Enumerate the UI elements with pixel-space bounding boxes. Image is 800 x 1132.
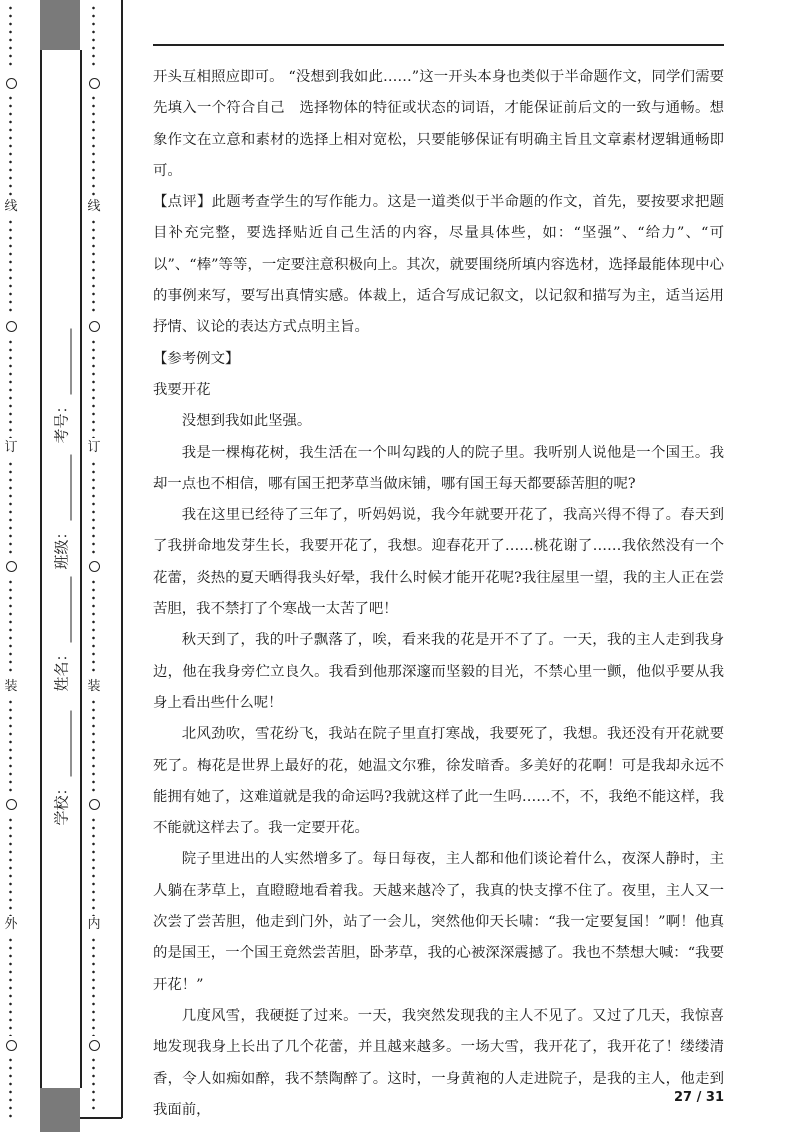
essay-paragraph: 我在这里已经待了三年了，听妈妈说，我今年就要开花了，我高兴得不得了。春天到了我拼命地发芽生长，我要开花了，我想。迎春花开了……桃花谢了……我依然没有一个花蕾，炎热的夏天晒得我头好晕，我什么时候才能开花呢?我往屋里一望，我的主人正在尝苦胆，我不禁打了个寒战一太苦了吧！: [153, 507, 724, 618]
circle-mark: [89, 799, 100, 810]
class-label: 班级：: [52, 524, 71, 570]
name-label: 姓名：: [52, 646, 71, 692]
outer-dotted-cut-line: [4, 4, 20, 1128]
circle-mark: [6, 321, 17, 332]
comment-paragraph: 【点评】此题考查学生的写作能力。这是一道类似于半命题的作文，首先，要按要求把题目补充完整，要选择贴近自己生活的内容，尽量具体些，如：“坚强”、“给力”、“可以”、“棒”等等，一定要注意积极向上。其次，就要围绕所填内容选材，选择最能体现中心的事例来写，要写出真情实感。体裁上，适合写成记叙文，以记叙和描写为主，适当运用抒情、议论的表达方式点明主旨。: [153, 194, 724, 336]
essay-paragraph: 几度风雪，我硬挺了过来。一天，我突然发现我的主人不见了。又过了几天，我惊喜地发现我身上长出了几个花蕾，并且越来越多。一场大雪，我开花了，我开花了！缕缕清香，令人如痴如醉，我不禁陶醉了。这时，一身黄袍的人走进院子，是我的主人，他走到我面前，: [153, 1007, 724, 1118]
inner-mark-char: 装: [87, 679, 101, 694]
circle-mark: [6, 561, 17, 572]
binding-line: [40, 50, 42, 1088]
school-label: 学校：: [52, 780, 71, 826]
binding-line: [121, 0, 123, 1118]
header-rule: [153, 44, 724, 46]
binding-gray-block-bottom: [40, 1088, 80, 1132]
circle-mark: [6, 799, 17, 810]
outer-mark-char: 装: [4, 679, 18, 694]
document-body: [153, 62, 724, 1126]
outer-mark-char: 订: [4, 440, 18, 455]
essay-title: 我要开花: [153, 381, 211, 398]
inner-mark-char: 内: [87, 917, 101, 932]
name-blank: [59, 576, 72, 642]
circle-mark: [89, 1040, 100, 1051]
exam-number-blank: [59, 328, 72, 394]
exam-number-label: 考号：: [52, 398, 71, 444]
school-blank: [59, 710, 72, 776]
class-blank: [59, 454, 72, 520]
circle-mark: [6, 1040, 17, 1051]
circle-mark: [6, 78, 17, 89]
outer-mark-char: 外: [4, 917, 18, 932]
essay-paragraph: 我是一棵梅花树，我生活在一个叫勾践的人的院子里。我听别人说他是一个国王。我却一点也不相信，哪有国王把茅草当做床铺，哪有国王每天都要舔苦胆的呢?: [153, 444, 724, 492]
circle-mark: [89, 78, 100, 89]
essay-paragraph: 没想到我如此坚强。: [181, 413, 312, 430]
sample-essay-heading: 【参考例文】: [153, 350, 240, 367]
essay-paragraph: 院子里进出的人实然增多了。每日每夜，主人都和他们谈论着什么，夜深人静时，主人躺在茅草上，直瞪瞪地看着我。天越来越冷了，我真的快支撑不住了。夜里，主人又一次尝了尝苦胆，他走到门外，站了一会儿，突然他仰天长啸：“我一定要复国！”啊！他真的是国王，一个国王竟然尝苦胆，卧茅草，我的心被深深震撼了。我也不禁想大喊：“我要开花！”: [153, 851, 724, 993]
binding-line: [80, 50, 82, 1088]
binding-strip: [0, 0, 125, 1132]
inner-mark-char: 订: [87, 440, 101, 455]
inner-mark-char: 线: [87, 199, 101, 214]
binding-gray-block-top: [40, 0, 80, 50]
circle-mark: [89, 321, 100, 332]
inner-dotted-cut-line: [87, 4, 103, 1128]
essay-paragraph: 秋天到了，我的叶子飘落了，唉，看来我的花是开不了了。一天，我的主人走到我身边，他在我身旁伫立良久。我看到他那深邃而坚毅的目光，不禁心里一颤，他似乎要从我身上看出些什么呢！: [153, 632, 724, 711]
circle-mark: [89, 561, 100, 572]
outer-mark-char: 线: [4, 199, 18, 214]
page-number: 27 / 31: [674, 1090, 724, 1105]
answer-paragraph: 开头互相照应即可。 “没想到我如此……”这一开头本身也类似于半命题作文，同学们需要先填入一个符合自己 选择物体的特征或状态的词语，才能保证前后文的一致与通畅。想象作文在立意和素材的选择上相对宽松，只要能够保证有明确主旨且文章素材逻辑通畅即可。: [153, 69, 724, 179]
essay-paragraph: 北风劲吹，雪花纷飞，我站在院子里直打寒战，我要死了，我想。我还没有开花就要死了。梅花是世界上最好的花，她温文尔雅，徐发暗香。多美好的花啊！可是我却永远不能拥有她了，这难道就是我的命运吗?我就这样了此一生吗……不，不，我绝不能这样，我不能就这样去了。我一定要开花。: [153, 726, 724, 837]
